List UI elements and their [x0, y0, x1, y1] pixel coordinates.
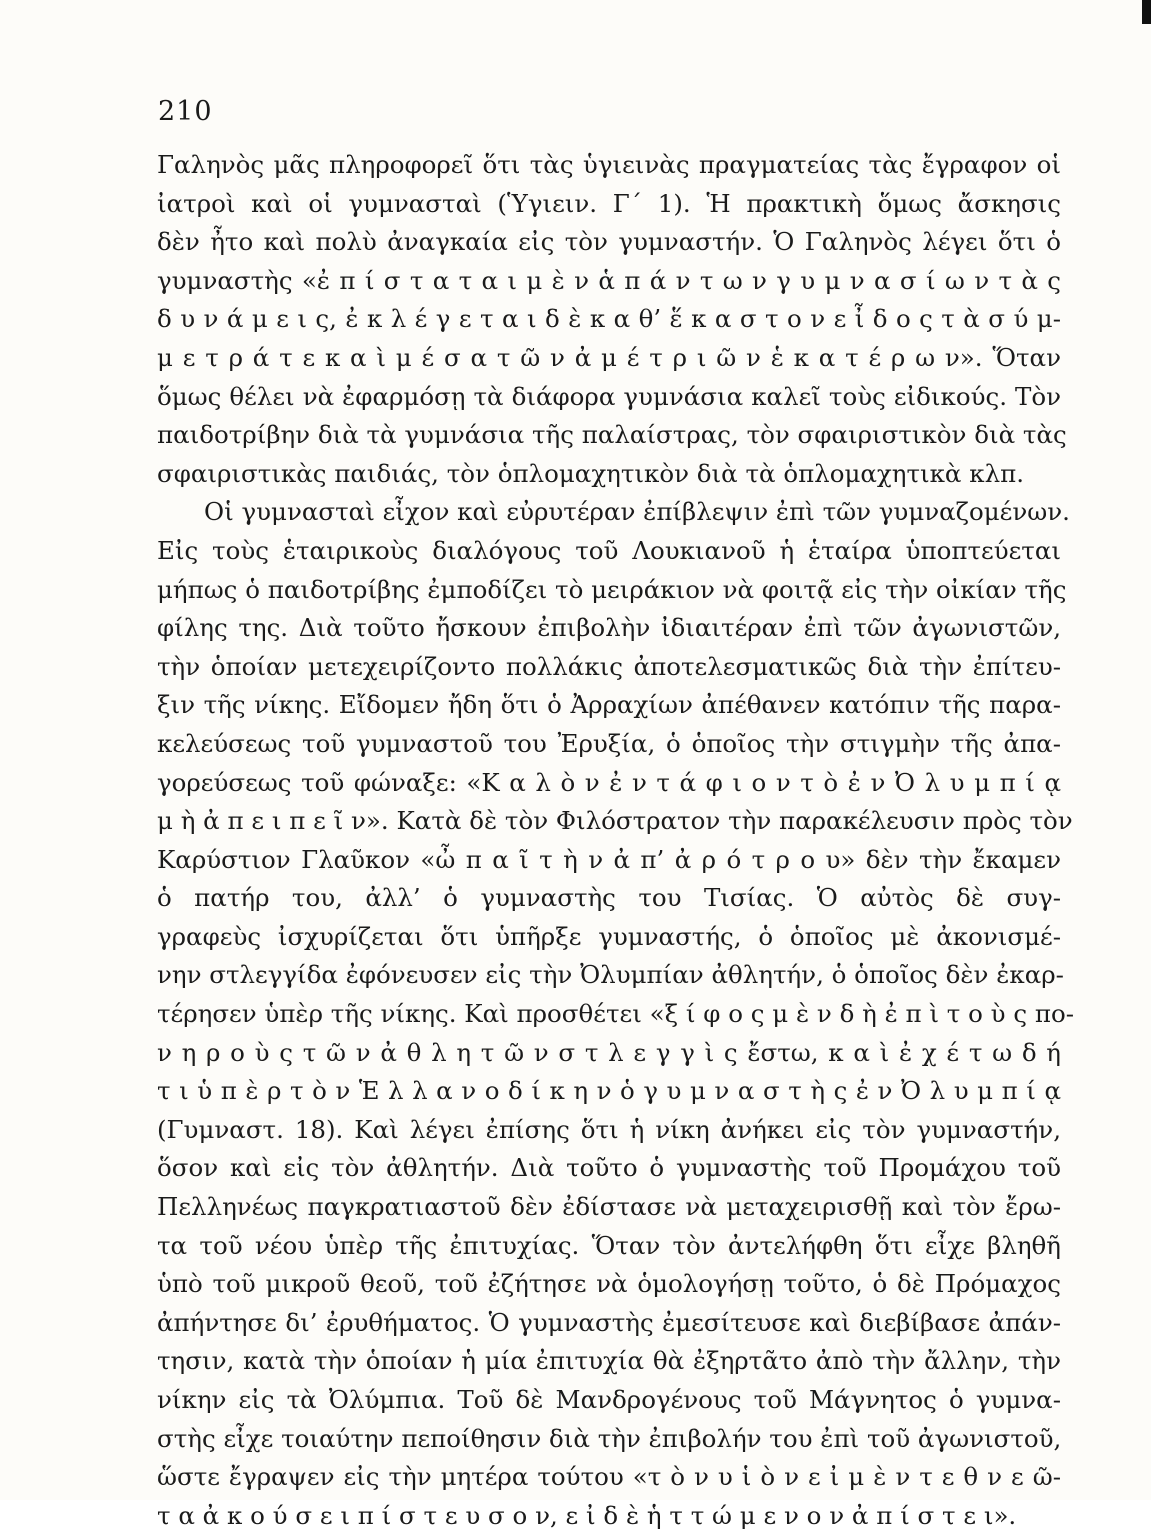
text-line: γορεύσεως τοῦ φώναξε: «Κ α λ ὸ ν ἐ ν τ ά φ ι ο ν τ ὸ ἐ ν Ὀ λ υ μ π ί ᾳ	[157, 767, 1061, 797]
text-line: Εἰς τοὺς ἑταιρικοὺς διαλόγους τοῦ Λουκιανοῦ ἡ ἑταίρα ὑποπτεύεται	[157, 535, 1061, 565]
text-line: μ ὴ ἀ π ε ι π ε ῖ ν». Κατὰ δὲ τὸν Φιλόστρατον τὴν παρακέλευσιν πρὸς τὸν	[157, 806, 1073, 836]
text-line: ν η ρ ο ὺ ς τ ῶ ν ἀ θ λ η τ ῶ ν σ τ λ ε γ γ ὶ ς ἔστω, κ α ὶ ἐ χ έ τ ω δ ή	[157, 1037, 1061, 1067]
text-line: τα τοῦ νέου ὑπὲρ τῆς ἐπιτυχίας. Ὅταν τὸν ἀντελήφθη ὅτι εἶχε βληθῆ	[157, 1230, 1061, 1260]
text-line: τ α ἀ κ ο ύ σ ε ι π ί σ τ ε υ σ ο ν, ε ἰ δ ὲ ἡ τ τ ώ μ ε ν ο ν ἀ π ί σ τ ε ι».	[157, 1500, 1017, 1530]
text-line: δ υ ν ά μ ε ι ς, ἐ κ λ έ γ ε τ α ι δ ὲ κ α θ’ ἕ κ α σ τ ο ν ε ἶ δ ο ς τ ὰ σ ύ μ-	[157, 304, 1061, 334]
text-line: ὁ πατήρ του, ἀλλ’ ὁ γυμναστὴς του Τισίας. Ὁ αὐτὸς δὲ συγ-	[157, 883, 1061, 913]
text-line: μήπως ὁ παιδοτρίβης ἐμποδίζει τὸ μειράκιον νὰ φοιτᾷ εἰς τὴν οἰκίαν τῆς	[157, 574, 1067, 604]
text-line: νην στλεγγίδα ἐφόνευσεν εἰς τὴν Ὀλυμπίαν ἀθλητήν, ὁ ὁποῖος δὲν ἐκαρ-	[157, 960, 1064, 990]
text-line: ὥστε ἔγραψεν εἰς τὴν μητέρα τούτου «τ ὸ ν υ ἱ ὸ ν ε ἰ μ ὲ ν τ ε θ ν ε ῶ-	[157, 1462, 1061, 1492]
text-line: ἀπήντησε δι’ ἐρυθήματος. Ὁ γυμναστὴς ἐμεσίτευσε καὶ διεβίβασε ἀπάν-	[157, 1307, 1061, 1337]
text-line: ὅμως θέλει νὰ ἐφαρμόσῃ τὰ διάφορα γυμνάσια καλεῖ τοὺς εἰδικούς. Τὸν	[157, 381, 1061, 411]
text-line: δὲν ἦτο καὶ πολὺ ἀναγκαία εἰς τὸν γυμναστήν. Ὁ Γαληνὸς λέγει ὅτι ὁ	[157, 227, 1061, 257]
body-text	[157, 146, 1075, 1535]
text-line: στὴς εἶχε τοιαύτην πεποίθησιν διὰ τὴν ἐπιβολήν του ἐπὶ τοῦ ἀγωνιστοῦ,	[157, 1423, 1062, 1453]
text-line: τὴν ὁποίαν μετεχειρίζοντο πολλάκις ἀποτελεσματικῶς διὰ τὴν ἐπίτευ-	[157, 651, 1061, 681]
text-line: γυμναστὴς «ἐ π ί σ τ α τ α ι μ ὲ ν ἁ π ά ν τ ω ν γ υ μ ν α σ ί ω ν τ ὰ ς	[157, 265, 1061, 295]
text-line: φίλης της. Διὰ τοῦτο ἤσκουν ἐπιβολὴν ἰδιαιτέραν ἐπὶ τῶν ἀγωνιστῶν,	[157, 613, 1061, 643]
paragraph-start-line: Οἱ γυμνασταὶ εἶχον καὶ εὐρυτέραν ἐπίβλεψιν ἐπὶ τῶν γυμναζομένων.	[204, 497, 1070, 527]
text-line: γραφεὺς ἰσχυρίζεται ὅτι ὑπῆρξε γυμναστής, ὁ ὁποῖος μὲ ἀκονισμέ-	[157, 921, 1061, 951]
text-line: ὑπὸ τοῦ μικροῦ θεοῦ, τοῦ ἐζήτησε νὰ ὁμολογήσῃ τοῦτο, ὁ δὲ Πρόμαχος	[157, 1269, 1061, 1299]
text-line: ξιν τῆς νίκης. Εἴδομεν ἤδη ὅτι ὁ Ἀρραχίων ἀπέθανεν κατόπιν τῆς παρα-	[157, 690, 1061, 720]
text-line: τησιν, κατὰ τὴν ὁποίαν ἡ μία ἐπιτυχία θὰ ἐξηρτᾶτο ἀπὸ τὴν ἄλλην, τὴν	[157, 1346, 1061, 1376]
text-line: Γαληνὸς μᾶς πληροφορεῖ ὅτι τὰς ὑγιεινὰς πραγματείας τὰς ἔγραφον οἱ	[157, 150, 1061, 179]
text-line: Πελληνέως παγκρατιαστοῦ δὲν ἐδίστασε νὰ μεταχειρισθῇ καὶ τὸν ἔρω-	[157, 1192, 1061, 1222]
page-number: 210	[158, 96, 213, 127]
text-line: τ ι ὑ π ὲ ρ τ ὸ ν Ἑ λ λ α ν ο δ ί κ η ν ὁ γ υ μ ν α σ τ ὴ ς ἐ ν Ὀ λ υ μ π ί ᾳ	[157, 1076, 1061, 1106]
scan-edge-mark	[1142, 0, 1151, 24]
text-line: σφαιριστικὰς παιδιάς, τὸν ὁπλομαχητικὸν διὰ τὰ ὁπλομαχητικὰ κλπ.	[157, 458, 1024, 488]
text-line: ἰατροὶ καὶ οἱ γυμνασταὶ (Ὑγιειν. Γ΄ 1). Ἡ πρακτικὴ ὅμως ἄσκησις	[157, 188, 1061, 218]
text-line: νίκην εἰς τὰ Ὀλύμπια. Τοῦ δὲ Μανδρογένους τοῦ Μάγνητος ὁ γυμνα-	[157, 1385, 1061, 1414]
text-line: παιδοτρίβην διὰ τὰ γυμνάσια τῆς παλαίστρας, τὸν σφαιριστικὸν διὰ τὰς	[157, 420, 1067, 450]
text-line: Καρύστιον Γλαῦκον «ὦ π α ῖ τ ὴ ν ἀ π’ ἀ ρ ό τ ρ ο υ» δὲν τὴν ἔκαμεν	[157, 844, 1061, 874]
text-line: τέρησεν ὑπὲρ τῆς νίκης. Καὶ προσθέτει «ξ ί φ ο ς μ ὲ ν δ ὴ ἐ π ὶ τ ο ὺ ς πο-	[157, 999, 1075, 1029]
text-line: κελεύσεως τοῦ γυμναστοῦ του Ἐρυξία, ὁ ὁποῖος τὴν στιγμὴν τῆς ἀπα-	[157, 728, 1061, 758]
text-line: μ ε τ ρ ά τ ε κ α ὶ μ έ σ α τ ῶ ν ἀ μ έ τ ρ ι ῶ ν ἑ κ α τ έ ρ ω ν». Ὅταν	[157, 342, 1061, 372]
text-line: ὅσον καὶ εἰς τὸν ἀθλητήν. Διὰ τοῦτο ὁ γυμναστὴς τοῦ Προμάχου τοῦ	[157, 1153, 1061, 1183]
text-line: (Γυμναστ. 18). Καὶ λέγει ἐπίσης ὅτι ἡ νίκη ἀνήκει εἰς τὸν γυμναστήν,	[157, 1114, 1061, 1144]
